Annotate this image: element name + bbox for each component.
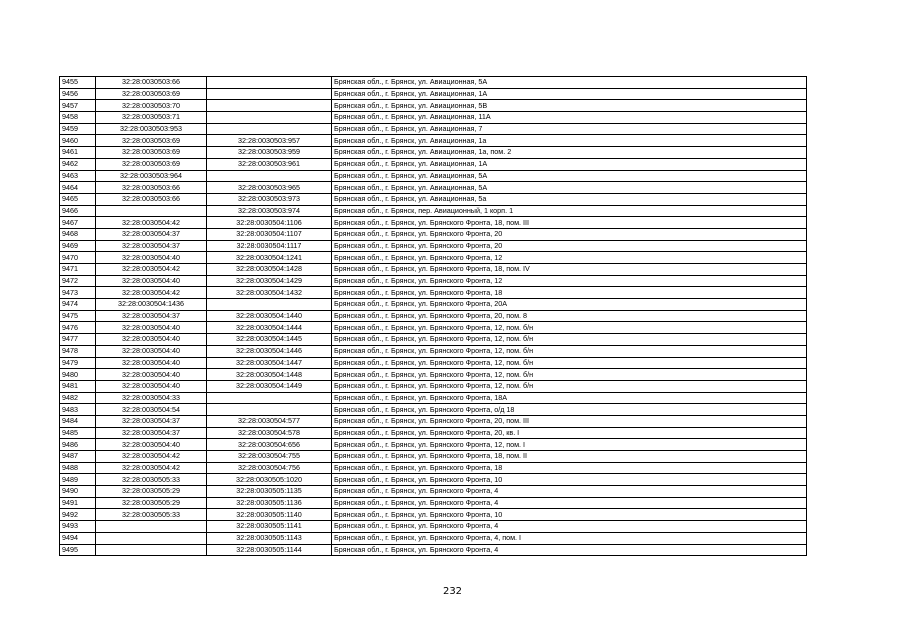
row-number-cell: 9487: [60, 451, 96, 463]
cadastral-number-cell: 32:28:0030503:66: [96, 182, 207, 194]
row-number-cell: 9471: [60, 264, 96, 276]
cadastral-number-cell: 32:28:0030504:40: [96, 380, 207, 392]
table-row: [60, 404, 807, 416]
address-cell: Брянская обл., г. Брянск, ул. Авиационная, 1а: [332, 135, 807, 147]
table-row: [60, 369, 807, 381]
table-row: [60, 415, 807, 427]
table-row: [60, 392, 807, 404]
cadastral-number-cell: 32:28:0030504:37: [96, 415, 207, 427]
table-row: [60, 462, 807, 474]
address-cell: Брянская обл., г. Брянск, ул. Авиационная, 5А: [332, 170, 807, 182]
premises-cadastral-number-cell: 32:28:0030504:1106: [207, 217, 332, 229]
row-number-cell: 9483: [60, 404, 96, 416]
premises-cadastral-number-cell: 32:28:0030504:1448: [207, 369, 332, 381]
row-number-cell: 9457: [60, 100, 96, 112]
row-number-cell: 9456: [60, 88, 96, 100]
cadastral-number-cell: 32:28:0030503:71: [96, 112, 207, 124]
row-number-cell: 9493: [60, 521, 96, 533]
row-number-cell: 9486: [60, 439, 96, 451]
cadastral-number-cell: 32:28:0030503:69: [96, 88, 207, 100]
row-number-cell: 9463: [60, 170, 96, 182]
cadastral-number-cell: 32:28:0030504:37: [96, 427, 207, 439]
premises-cadastral-number-cell: 32:28:0030505:1143: [207, 532, 332, 544]
row-number-cell: 9472: [60, 275, 96, 287]
address-cell: Брянская обл., г. Брянск, ул. Брянского Фронта, 10: [332, 474, 807, 486]
address-cell: Брянская обл., г. Брянск, ул. Брянского Фронта, 18, пом. IV: [332, 264, 807, 276]
row-number-cell: 9468: [60, 228, 96, 240]
row-number-cell: 9464: [60, 182, 96, 194]
address-cell: Брянская обл., г. Брянск, ул. Брянского Фронта, 20, кв. I: [332, 427, 807, 439]
premises-cadastral-number-cell: 32:28:0030504:656: [207, 439, 332, 451]
row-number-cell: 9480: [60, 369, 96, 381]
row-number-cell: 9461: [60, 147, 96, 159]
address-cell: Брянская обл., г. Брянск, ул. Авиационная, 1а, пом. 2: [332, 147, 807, 159]
cadastral-number-cell: 32:28:0030504:40: [96, 334, 207, 346]
table-row: [60, 380, 807, 392]
table-row: [60, 135, 807, 147]
row-number-cell: 9473: [60, 287, 96, 299]
table-row: [60, 228, 807, 240]
row-number-cell: 9482: [60, 392, 96, 404]
cadastral-number-cell: 32:28:0030504:40: [96, 439, 207, 451]
row-number-cell: 9484: [60, 415, 96, 427]
address-cell: Брянская обл., г. Брянск, ул. Брянского Фронта, 12, пом. б/н: [332, 369, 807, 381]
cadastral-number-cell: 32:28:0030503:66: [96, 193, 207, 205]
row-number-cell: 9465: [60, 193, 96, 205]
address-cell: Брянская обл., г. Брянск, ул. Авиационная, 11А: [332, 112, 807, 124]
row-number-cell: 9494: [60, 532, 96, 544]
premises-cadastral-number-cell: 32:28:0030504:1447: [207, 357, 332, 369]
table-row: [60, 88, 807, 100]
table-row: [60, 544, 807, 556]
premises-cadastral-number-cell: 32:28:0030504:1432: [207, 287, 332, 299]
address-cell: Брянская обл., г. Брянск, ул. Брянского Фронта, 4: [332, 544, 807, 556]
cadastral-number-cell: 32:28:0030504:40: [96, 252, 207, 264]
table-row: [60, 521, 807, 533]
table-row: [60, 486, 807, 498]
table-row: [60, 287, 807, 299]
premises-cadastral-number-cell: 32:28:0030503:961: [207, 158, 332, 170]
address-cell: Брянская обл., г. Брянск, ул. Брянского Фронта, 18, пом. III: [332, 217, 807, 229]
address-cell: Брянская обл., г. Брянск, ул. Брянского Фронта, 18: [332, 287, 807, 299]
table-row: [60, 240, 807, 252]
cadastral-number-cell: 32:28:0030505:29: [96, 497, 207, 509]
premises-cadastral-number-cell: 32:28:0030504:1107: [207, 228, 332, 240]
premises-cadastral-number-cell: [207, 299, 332, 311]
cadastral-number-cell: [96, 205, 207, 217]
cadastral-number-cell: 32:28:0030504:37: [96, 240, 207, 252]
row-number-cell: 9467: [60, 217, 96, 229]
cadastral-number-cell: 32:28:0030504:42: [96, 264, 207, 276]
cadastral-number-cell: 32:28:0030504:42: [96, 217, 207, 229]
row-number-cell: 9474: [60, 299, 96, 311]
table-row: [60, 439, 807, 451]
premises-cadastral-number-cell: [207, 170, 332, 182]
table-row: [60, 205, 807, 217]
cadastral-number-cell: 32:28:0030504:37: [96, 228, 207, 240]
address-cell: Брянская обл., г. Брянск, ул. Авиационная, 5А: [332, 77, 807, 89]
address-cell: Брянская обл., г. Брянск, ул. Брянского Фронта, 20: [332, 240, 807, 252]
premises-cadastral-number-cell: [207, 100, 332, 112]
row-number-cell: 9488: [60, 462, 96, 474]
cadastral-number-cell: 32:28:0030504:40: [96, 369, 207, 381]
address-cell: Брянская обл., г. Брянск, ул. Брянского Фронта, 4, пом. I: [332, 532, 807, 544]
table-row: [60, 123, 807, 135]
cadastral-number-cell: 32:28:0030504:40: [96, 275, 207, 287]
row-number-cell: 9459: [60, 123, 96, 135]
cadastral-number-cell: 32:28:0030503:69: [96, 158, 207, 170]
premises-cadastral-number-cell: 32:28:0030504:1449: [207, 380, 332, 392]
table-row: [60, 497, 807, 509]
table-row: [60, 264, 807, 276]
address-cell: Брянская обл., г. Брянск, ул. Брянского Фронта, 4: [332, 486, 807, 498]
registry-table-body: [60, 77, 807, 556]
cadastral-number-cell: 32:28:0030503:69: [96, 147, 207, 159]
cadastral-number-cell: 32:28:0030504:42: [96, 287, 207, 299]
table-row: [60, 532, 807, 544]
address-cell: Брянская обл., г. Брянск, ул. Брянского Фронта, 12, пом. б/н: [332, 322, 807, 334]
cadastral-number-cell: 32:28:0030504:42: [96, 451, 207, 463]
premises-cadastral-number-cell: 32:28:0030504:1117: [207, 240, 332, 252]
premises-cadastral-number-cell: 32:28:0030504:756: [207, 462, 332, 474]
address-cell: Брянская обл., г. Брянск, ул. Брянского Фронта, 12: [332, 275, 807, 287]
address-cell: Брянская обл., г. Брянск, ул. Брянского Фронта, 12, пом. б/н: [332, 357, 807, 369]
address-cell: Брянская обл., г. Брянск, ул. Авиационная, 5а: [332, 193, 807, 205]
table-row: [60, 299, 807, 311]
address-cell: Брянская обл., г. Брянск, ул. Брянского Фронта, 18, пом. II: [332, 451, 807, 463]
premises-cadastral-number-cell: 32:28:0030505:1020: [207, 474, 332, 486]
address-cell: Брянская обл., г. Брянск, ул. Брянского Фронта, 20: [332, 228, 807, 240]
cadastral-number-cell: 32:28:0030503:964: [96, 170, 207, 182]
address-cell: Брянская обл., г. Брянск, ул. Брянского Фронта, о/д 18: [332, 404, 807, 416]
address-cell: Брянская обл., г. Брянск, ул. Брянского Фронта, 20, пом. III: [332, 415, 807, 427]
row-number-cell: 9460: [60, 135, 96, 147]
address-cell: Брянская обл., г. Брянск, ул. Авиационная, 7: [332, 123, 807, 135]
page-number: 232: [442, 586, 463, 597]
address-cell: Брянская обл., г. Брянск, ул. Брянского Фронта, 4: [332, 521, 807, 533]
premises-cadastral-number-cell: 32:28:0030504:1440: [207, 310, 332, 322]
premises-cadastral-number-cell: 32:28:0030504:1428: [207, 264, 332, 276]
premises-cadastral-number-cell: 32:28:0030504:1241: [207, 252, 332, 264]
premises-cadastral-number-cell: [207, 77, 332, 89]
premises-cadastral-number-cell: [207, 88, 332, 100]
table-row: [60, 147, 807, 159]
table-row: [60, 357, 807, 369]
address-cell: Брянская обл., г. Брянск, ул. Брянского Фронта, 10: [332, 509, 807, 521]
row-number-cell: 9495: [60, 544, 96, 556]
table-row: [60, 451, 807, 463]
row-number-cell: 9470: [60, 252, 96, 264]
table-row: [60, 509, 807, 521]
row-number-cell: 9491: [60, 497, 96, 509]
premises-cadastral-number-cell: [207, 392, 332, 404]
row-number-cell: 9478: [60, 345, 96, 357]
cadastral-number-cell: 32:28:0030503:66: [96, 77, 207, 89]
address-cell: Брянская обл., г. Брянск, ул. Брянского Фронта, 20, пом. 8: [332, 310, 807, 322]
row-number-cell: 9490: [60, 486, 96, 498]
address-cell: Брянская обл., г. Брянск, ул. Авиационная, 1А: [332, 88, 807, 100]
premises-cadastral-number-cell: 32:28:0030505:1144: [207, 544, 332, 556]
cadastral-number-cell: 32:28:0030503:953: [96, 123, 207, 135]
address-cell: Брянская обл., г. Брянск, ул. Брянского Фронта, 4: [332, 497, 807, 509]
row-number-cell: 9477: [60, 334, 96, 346]
address-cell: Брянская обл., г. Брянск, ул. Авиационная, 1А: [332, 158, 807, 170]
table-row: [60, 334, 807, 346]
address-cell: Брянская обл., г. Брянск, ул. Брянского Фронта, 18А: [332, 392, 807, 404]
premises-cadastral-number-cell: [207, 404, 332, 416]
row-number-cell: 9492: [60, 509, 96, 521]
premises-cadastral-number-cell: 32:28:0030503:957: [207, 135, 332, 147]
registry-table: [59, 76, 807, 556]
cadastral-number-cell: 32:28:0030504:40: [96, 357, 207, 369]
premises-cadastral-number-cell: 32:28:0030504:1429: [207, 275, 332, 287]
premises-cadastral-number-cell: 32:28:0030505:1135: [207, 486, 332, 498]
premises-cadastral-number-cell: 32:28:0030503:959: [207, 147, 332, 159]
address-cell: Брянская обл., г. Брянск, ул. Брянского Фронта, 12, пом. б/н: [332, 334, 807, 346]
row-number-cell: 9455: [60, 77, 96, 89]
premises-cadastral-number-cell: [207, 112, 332, 124]
table-row: [60, 112, 807, 124]
row-number-cell: 9485: [60, 427, 96, 439]
table-row: [60, 182, 807, 194]
address-cell: Брянская обл., г. Брянск, ул. Брянского Фронта, 12, пом. б/н: [332, 380, 807, 392]
address-cell: Брянская обл., г. Брянск, ул. Брянского Фронта, 12, пом. I: [332, 439, 807, 451]
premises-cadastral-number-cell: 32:28:0030505:1136: [207, 497, 332, 509]
row-number-cell: 9466: [60, 205, 96, 217]
premises-cadastral-number-cell: 32:28:0030503:973: [207, 193, 332, 205]
table-row: [60, 474, 807, 486]
cadastral-number-cell: 32:28:0030504:40: [96, 322, 207, 334]
table-row: [60, 170, 807, 182]
premises-cadastral-number-cell: 32:28:0030504:578: [207, 427, 332, 439]
premises-cadastral-number-cell: 32:28:0030505:1140: [207, 509, 332, 521]
row-number-cell: 9458: [60, 112, 96, 124]
row-number-cell: 9481: [60, 380, 96, 392]
table-row: [60, 252, 807, 264]
row-number-cell: 9469: [60, 240, 96, 252]
row-number-cell: 9475: [60, 310, 96, 322]
cadastral-number-cell: 32:28:0030504:1436: [96, 299, 207, 311]
table-row: [60, 345, 807, 357]
table-row: [60, 158, 807, 170]
premises-cadastral-number-cell: 32:28:0030504:755: [207, 451, 332, 463]
cadastral-number-cell: 32:28:0030504:40: [96, 345, 207, 357]
table-row: [60, 427, 807, 439]
cadastral-number-cell: 32:28:0030504:42: [96, 462, 207, 474]
address-cell: Брянская обл., г. Брянск, ул. Брянского Фронта, 20А: [332, 299, 807, 311]
cadastral-number-cell: [96, 532, 207, 544]
table-row: [60, 100, 807, 112]
table-row: [60, 77, 807, 89]
address-cell: Брянская обл., г. Брянск, ул. Авиационная, 5А: [332, 182, 807, 194]
cadastral-number-cell: 32:28:0030505:29: [96, 486, 207, 498]
row-number-cell: 9489: [60, 474, 96, 486]
row-number-cell: 9462: [60, 158, 96, 170]
premises-cadastral-number-cell: 32:28:0030504:1445: [207, 334, 332, 346]
table-row: [60, 322, 807, 334]
cadastral-number-cell: [96, 521, 207, 533]
table-row: [60, 193, 807, 205]
premises-cadastral-number-cell: 32:28:0030503:974: [207, 205, 332, 217]
cadastral-number-cell: 32:28:0030504:33: [96, 392, 207, 404]
row-number-cell: 9476: [60, 322, 96, 334]
cadastral-number-cell: 32:28:0030504:37: [96, 310, 207, 322]
address-cell: Брянская обл., г. Брянск, ул. Авиационная, 5В: [332, 100, 807, 112]
cadastral-number-cell: 32:28:0030503:70: [96, 100, 207, 112]
table-row: [60, 310, 807, 322]
address-cell: Брянская обл., г. Брянск, пер. Авиационный, 1 корп. 1: [332, 205, 807, 217]
premises-cadastral-number-cell: [207, 123, 332, 135]
premises-cadastral-number-cell: 32:28:0030505:1141: [207, 521, 332, 533]
premises-cadastral-number-cell: 32:28:0030503:965: [207, 182, 332, 194]
cadastral-number-cell: 32:28:0030503:69: [96, 135, 207, 147]
cadastral-number-cell: [96, 544, 207, 556]
premises-cadastral-number-cell: 32:28:0030504:577: [207, 415, 332, 427]
address-cell: Брянская обл., г. Брянск, ул. Брянского Фронта, 18: [332, 462, 807, 474]
address-cell: Брянская обл., г. Брянск, ул. Брянского Фронта, 12, пом. б/н: [332, 345, 807, 357]
cadastral-number-cell: 32:28:0030505:33: [96, 509, 207, 521]
table-row: [60, 275, 807, 287]
cadastral-number-cell: 32:28:0030505:33: [96, 474, 207, 486]
address-cell: Брянская обл., г. Брянск, ул. Брянского Фронта, 12: [332, 252, 807, 264]
premises-cadastral-number-cell: 32:28:0030504:1446: [207, 345, 332, 357]
table-row: [60, 217, 807, 229]
premises-cadastral-number-cell: 32:28:0030504:1444: [207, 322, 332, 334]
cadastral-number-cell: 32:28:0030504:54: [96, 404, 207, 416]
row-number-cell: 9479: [60, 357, 96, 369]
